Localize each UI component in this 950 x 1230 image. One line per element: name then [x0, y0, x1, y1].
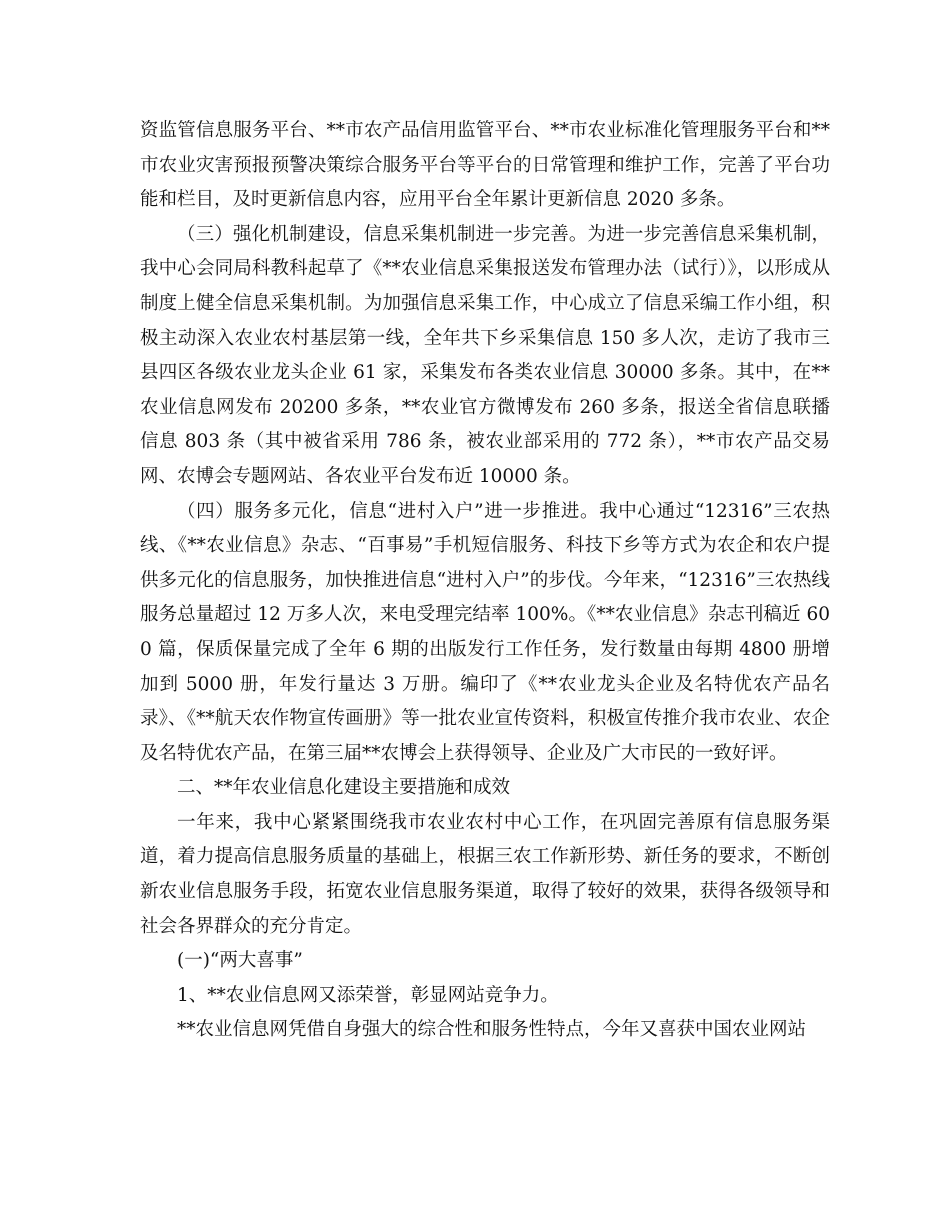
document-body	[140, 114, 830, 1048]
paragraph-website-honor: **农业信息网凭借自身强大的综合性和服务性特点，今年又喜获中国农业网站	[177, 1019, 807, 1041]
section-heading-two: 二、**年农业信息化建设主要措施和成效	[177, 777, 511, 799]
paragraph-platform-maintenance: 资监管信息服务平台、**市农产品信用监管平台、**市农业标准化管理服务平台和**市农业灾害预报预警决策综合服务平台等平台的日常管理和维护工作，完善了平台功能和栏目，及时更新信息内容，应用平台全年累计更新信息 2020 多条。	[140, 120, 830, 211]
subheading-item-one: 1、**农业信息网又添荣誉，彰显网站竞争力。	[177, 984, 559, 1006]
subheading-two-events: (一)“两大喜事”	[177, 950, 303, 972]
paragraph-section-three: （三）强化机制建设，信息采集机制进一步完善。为进一步完善信息采集机制，我中心会同局科教科起草了《**农业信息采集报送发布管理办法（试行）》，以形成从制度上健全信息采集机制。为加强信息采集工作，中心成立了信息采编工作小组，积极主动深入农业农村基层第一线，全年共下乡采集信息 150 多人次，走访了我市三县四区各级农业龙头企业 61 家，采集发布各类农业信息 30000 多条。其中，在**农业信息网发布 20200 多条，**农业官方微博发布 260 多条，报送全省信息联播信息 803 条（其中被省采用 786 条，被农业部采用的 772 条），**市农产品交易网、农博会专题网站、各农业平台发布近 10000 条。	[140, 223, 830, 487]
paragraph-overview: 一年来，我中心紧紧围绕我市农业农村中心工作，在巩固完善原有信息服务渠道，着力提高信息服务质量的基础上，根据三农工作新形势、新任务的要求，不断创新农业信息服务手段，拓宽农业信息服务渠道，取得了较好的效果，获得各级领导和社会各界群众的充分肯定。	[140, 811, 830, 937]
paragraph-section-four: （四）服务多元化，信息“进村入户”进一步推进。我中心通过“12316”三农热线、《**农业信息》杂志、“百事易”手机短信服务、科技下乡等方式为农企和农户提供多元化的信息服务，加快推进信息“进村入户”的步伐。今年来，“12316”三农热线服务总量超过 12 万多人次，来电受理完结率 100%。《**农业信息》杂志刊稿近 600 篇，保质保量完成了全年 6 期的出版发行工作任务，发行数量由每期 4800 册增加到 5000 册，年发行量达 3 万册。编印了《**农业龙头企业及名特优农产品名录》、《**航天农作物宣传画册》等一批农业宣传资料，积极宣传推介我市农业、农企及名特优农产品，在第三届**农博会上获得领导、企业及广大市民的一致好评。	[140, 500, 830, 764]
